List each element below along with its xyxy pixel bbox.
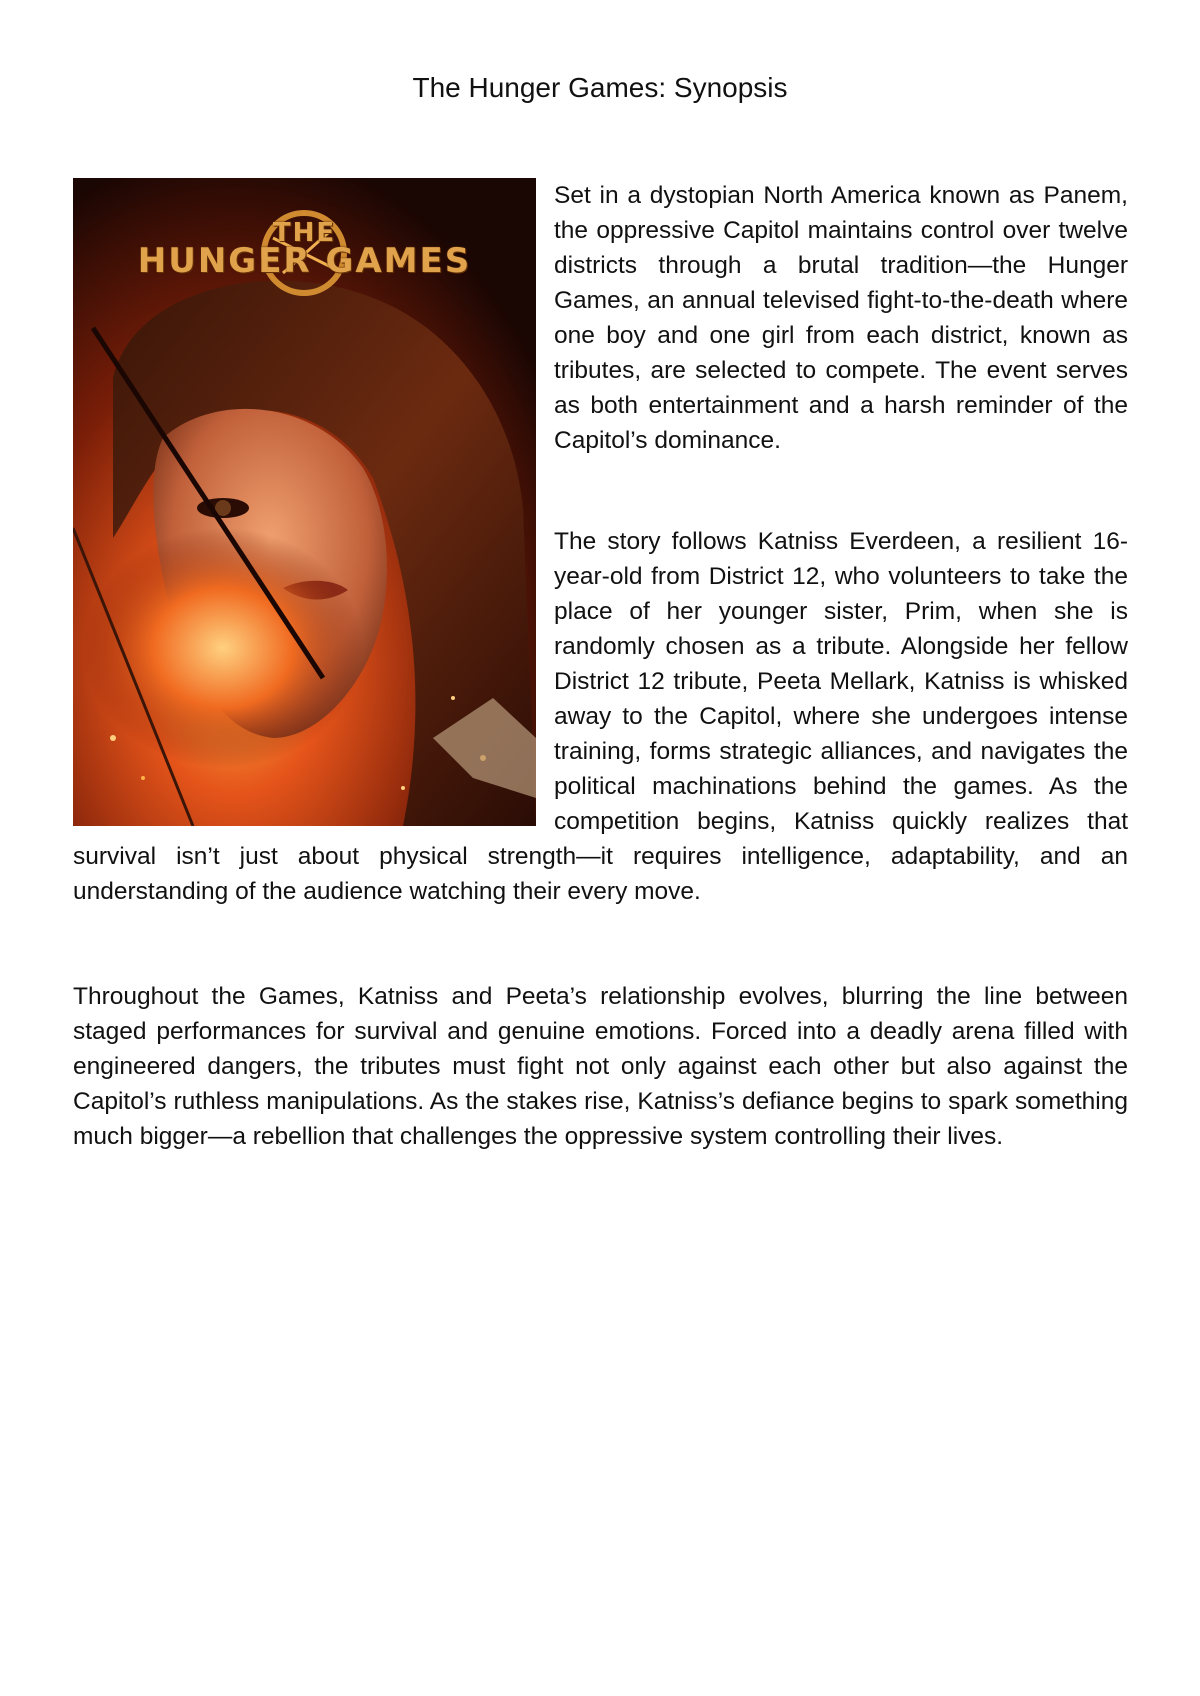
poster-title-top: THE bbox=[272, 218, 337, 248]
poster-title-main: HUNGER GAMES bbox=[137, 241, 472, 281]
synopsis-paragraph-2: The story follows Katniss Everdeen, a resilient 16-year-old from District 12, who volunteers to take the place of her younger sister, Prim, when she is randomly chosen as a tribute. Alongside her fellow District 12 tribute, Peeta Mellark, Katniss is whisked away to the Capitol, where she undergoes intense training, forms strategic alliances, and navigates the political machinations behind the games. As the competition begins, Katniss quickly realizes that survival isn’t just about physical strength—it requires intelligence, adaptability, and an understanding of the audience watching their every move. bbox=[73, 528, 1128, 905]
synopsis-body bbox=[73, 178, 1128, 1154]
page-title: The Hunger Games: Synopsis bbox=[412, 72, 788, 103]
paragraph-spacer bbox=[73, 909, 1128, 979]
synopsis-paragraph-3: Throughout the Games, Katniss and Peeta’s relationship evolves, blurring the line between staged performances for survival and genuine emotions. Forced into a deadly arena filled with engineered dangers, the tributes must fight not only against each other but also against the Capitol’s ruthless manipulations. As the stakes rise, Katniss’s defiance begins to spark something much bigger—a rebellion that challenges the oppressive system controlling their lives. bbox=[73, 983, 1128, 1150]
movie-poster bbox=[73, 178, 536, 826]
hand-glow bbox=[83, 528, 363, 768]
synopsis-paragraph-1: Set in a dystopian North America known as Panem, the oppressive Capitol maintains control over twelve districts through a brutal tradition—the Hunger Games, an annual televised fight-to-the-death where one boy and one girl from each district, known as tributes, are selected to compete. The event serves as both entertainment and a harsh reminder of the Capitol’s dominance. bbox=[554, 182, 1128, 454]
